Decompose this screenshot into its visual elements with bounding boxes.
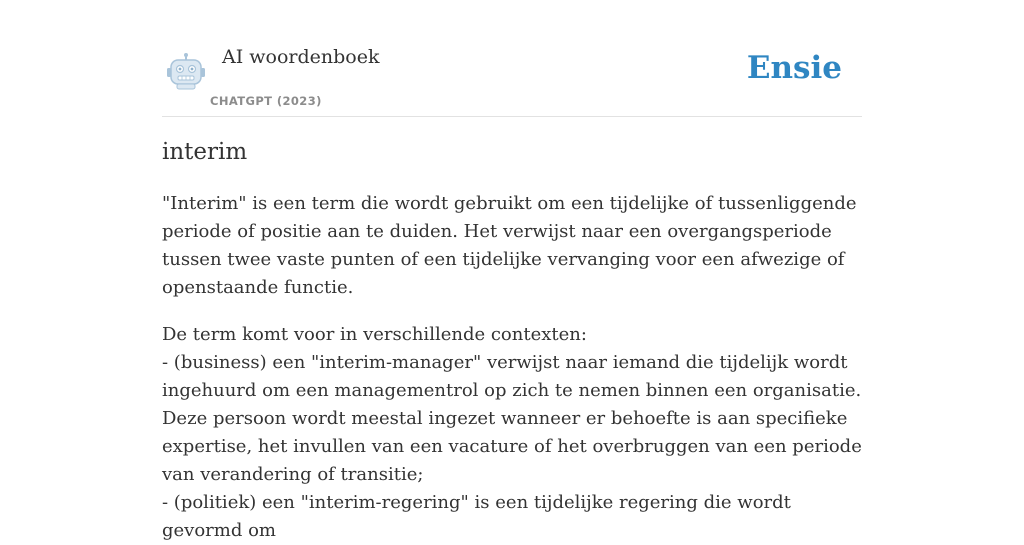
dictionary-title[interactable]: AI woordenboek [222,46,380,68]
robot-icon [166,52,206,90]
contexts-paragraph [162,321,862,545]
page-container [162,0,862,545]
definition-paragraph: "Interim" is een term die wordt gebruikt om een tijdelijke of tussenliggende periode of positie aan te duiden. Het verwijst naar een overgangsperiode tussen twee vaste punten of een tijdelijke vervanging voor een afwezige of openstaande functie. [162,193,857,298]
source-label: CHATGPT (2023) [210,94,322,108]
ensie-logo[interactable]: Ensie [746,50,842,86]
context-item-business: - (business) een "interim-manager" verwijst naar iemand die tijdelijk wordt ingehuurd om een managementrol op zich te nemen binnen een organisatie. Deze persoon wordt meestal ingezet wanneer er behoefte is aan specifieke expertise, het invullen van een vacature of het overbruggen van een periode van verandering of transitie; [162,352,862,485]
header [162,0,862,117]
entry-term: interim [162,139,248,165]
context-item-politics: - (politiek) een "interim-regering" is een tijdelijke regering die wordt gevormd om [162,492,791,541]
contexts-intro: De term komt voor in verschillende contexten: [162,324,587,345]
